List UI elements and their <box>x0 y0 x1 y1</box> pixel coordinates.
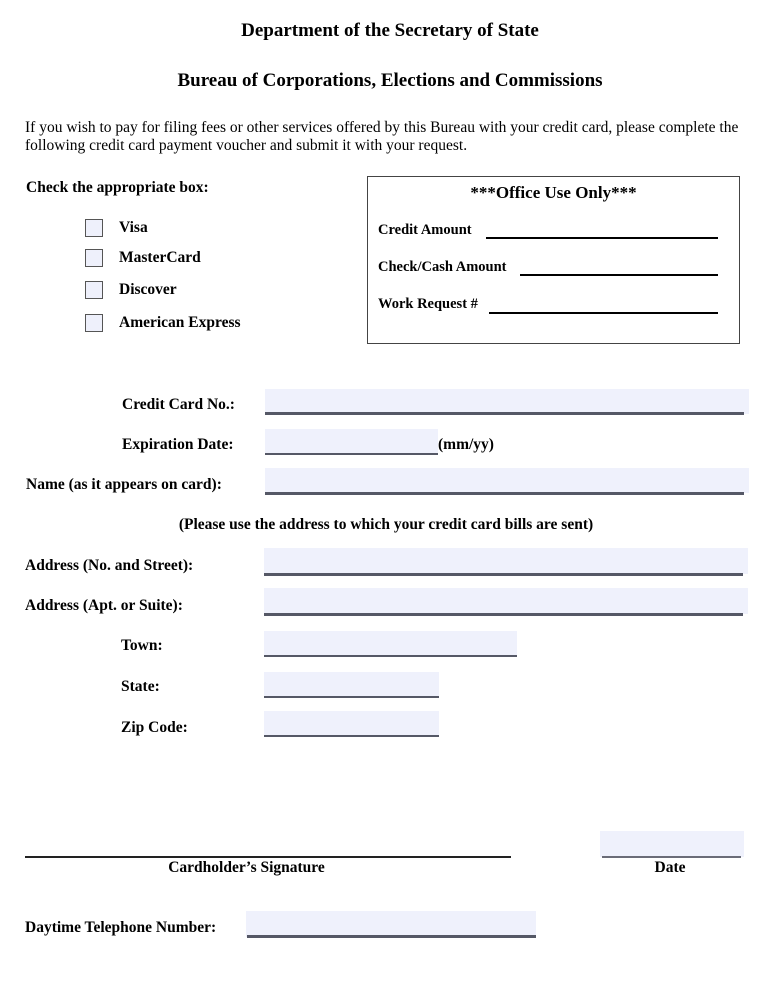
amex-label: American Express <box>119 314 241 331</box>
office-use-title: ***Office Use Only*** <box>470 183 637 202</box>
street-input[interactable] <box>264 548 748 574</box>
office-use-box <box>367 176 740 344</box>
intro-text: If you wish to pay for filing fees or other services offered by this Bureau with your credit card, please complete the following credit card payment voucher and submit it with your request. <box>25 119 739 154</box>
zip-underline <box>264 735 439 737</box>
town-input[interactable] <box>264 631 517 656</box>
town-underline <box>264 655 517 657</box>
expiration-label: Expiration Date: <box>122 436 234 453</box>
department-title: Department of the Secretary of State <box>241 20 539 41</box>
mastercard-checkbox[interactable] <box>85 249 103 267</box>
visa-label: Visa <box>119 219 148 236</box>
expiration-underline <box>265 453 438 455</box>
card-number-input[interactable] <box>265 389 749 414</box>
cardholder-name-label: Name (as it appears on card): <box>26 476 222 493</box>
check-cash-amount-label: Check/Cash Amount <box>378 259 507 275</box>
card-type-prompt: Check the appropriate box: <box>26 179 209 196</box>
street-label: Address (No. and Street): <box>25 557 194 574</box>
zip-input[interactable] <box>264 711 439 736</box>
mastercard-label: MasterCard <box>119 249 201 266</box>
town-label: Town: <box>121 637 163 654</box>
cardholder-name-underline <box>265 492 744 495</box>
signature-line[interactable] <box>25 856 511 858</box>
address-note: (Please use the address to which your credit card bills are sent) <box>178 516 594 533</box>
cardholder-name-input[interactable] <box>265 468 749 493</box>
credit-amount-label: Credit Amount <box>378 222 472 238</box>
phone-label: Daytime Telephone Number: <box>25 919 217 936</box>
date-input[interactable] <box>600 831 744 857</box>
state-underline <box>264 696 439 698</box>
bureau-title: Bureau of Corporations, Elections and Commissions <box>177 70 603 91</box>
state-label: State: <box>121 678 160 695</box>
work-request-label: Work Request # <box>378 296 478 312</box>
apt-label: Address (Apt. or Suite): <box>25 597 183 614</box>
apt-input[interactable] <box>264 588 748 614</box>
signature-label: Cardholder’s Signature <box>168 859 325 876</box>
discover-checkbox[interactable] <box>85 281 103 299</box>
check-cash-amount-line <box>520 274 718 276</box>
zip-label: Zip Code: <box>121 719 188 736</box>
apt-underline <box>264 613 743 616</box>
visa-checkbox[interactable] <box>85 219 103 237</box>
amex-checkbox[interactable] <box>85 314 103 332</box>
date-label: Date <box>654 859 686 876</box>
street-underline <box>264 573 743 576</box>
phone-input[interactable] <box>246 911 536 937</box>
credit-amount-line <box>486 237 718 239</box>
expiration-format-hint: (mm/yy) <box>438 436 494 453</box>
discover-label: Discover <box>119 281 177 298</box>
expiration-input[interactable] <box>265 429 438 454</box>
state-input[interactable] <box>264 672 439 697</box>
card-number-underline <box>265 412 744 415</box>
work-request-line <box>489 312 718 314</box>
card-number-label: Credit Card No.: <box>122 396 235 413</box>
date-underline <box>602 856 741 858</box>
phone-underline <box>247 935 536 938</box>
